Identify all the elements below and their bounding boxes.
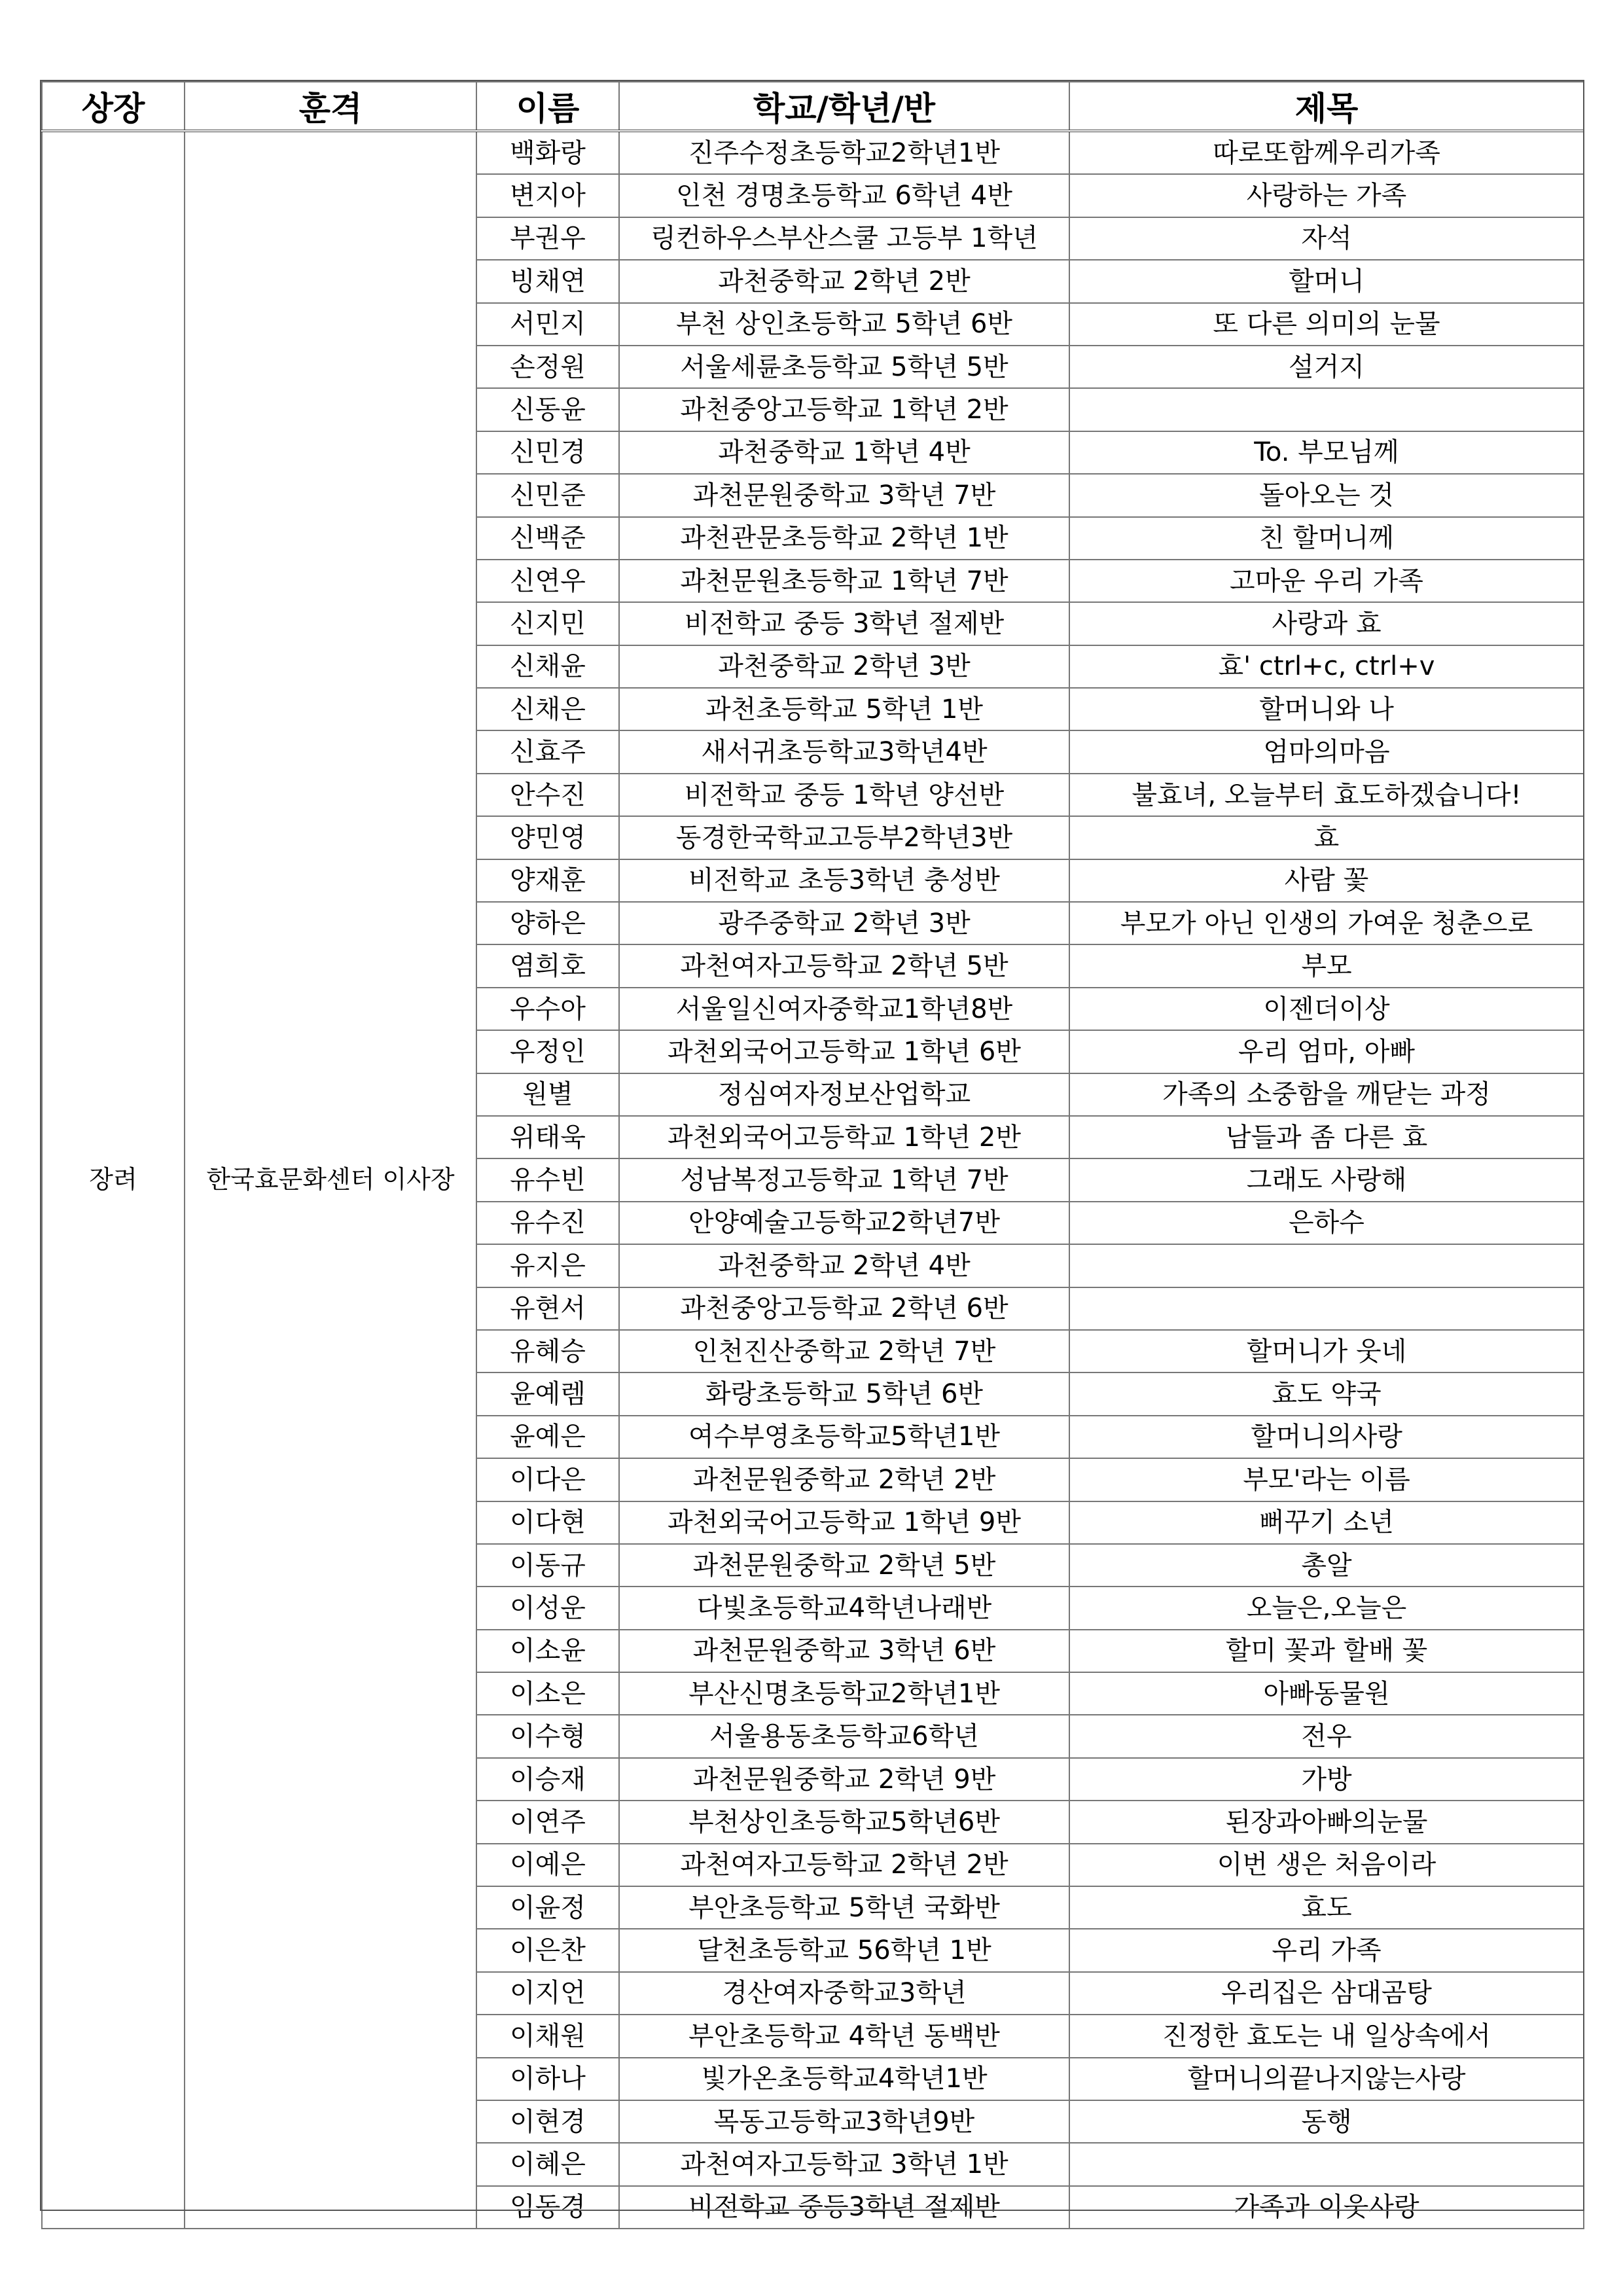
school-cell: 부안초등학교 4학년 동백반: [619, 2015, 1069, 2057]
title-cell: 효' ctrl+c, ctrl+v: [1069, 645, 1584, 688]
name-cell: 이혜은: [476, 2143, 619, 2185]
giver-cell: 한국효문화센터 이사장: [185, 131, 476, 2229]
school-cell: 성남복정고등학교 1학년 7반: [619, 1158, 1069, 1201]
school-cell: 과천문원중학교 2학년 5반: [619, 1544, 1069, 1587]
name-cell: 백화랑: [476, 131, 619, 174]
school-cell: 경산여자중학교3학년: [619, 1972, 1069, 2015]
title-cell: 사람 꽃: [1069, 859, 1584, 902]
school-cell: 빛가온초등학교4학년1반: [619, 2058, 1069, 2100]
title-cell: 이젠더이상: [1069, 988, 1584, 1030]
name-cell: 이은찬: [476, 1929, 619, 1971]
school-cell: 과천초등학교 5학년 1반: [619, 688, 1069, 730]
title-cell: 할머니의끝나지않는사랑: [1069, 2058, 1584, 2100]
name-cell: 이다은: [476, 1458, 619, 1501]
name-cell: 이다현: [476, 1501, 619, 1544]
name-cell: 염희호: [476, 944, 619, 987]
title-cell: 따로또함께우리가족: [1069, 131, 1584, 174]
header-award: 상장: [42, 82, 185, 131]
school-cell: 과천중학교 2학년 2반: [619, 260, 1069, 302]
school-cell: 진주수정초등학교2학년1반: [619, 131, 1069, 174]
school-cell: 여수부영초등학교5학년1반: [619, 1416, 1069, 1458]
school-cell: 동경한국학교고등부2학년3반: [619, 816, 1069, 859]
title-cell: 된장과아빠의눈물: [1069, 1801, 1584, 1843]
school-cell: 부안초등학교 5학년 국화반: [619, 1886, 1069, 1929]
school-cell: 과천관문초등학교 2학년 1반: [619, 517, 1069, 560]
school-cell: 과천중학교 2학년 4반: [619, 1244, 1069, 1287]
school-cell: 인천진산중학교 2학년 7반: [619, 1330, 1069, 1372]
title-cell: To. 부모님께: [1069, 431, 1584, 474]
school-cell: 비전학교 중등3학년 절제반: [619, 2186, 1069, 2229]
award-cell: 장려: [42, 131, 185, 2229]
title-cell: 할머니의사랑: [1069, 1416, 1584, 1458]
name-cell: 이예은: [476, 1844, 619, 1886]
name-cell: 손정원: [476, 346, 619, 388]
title-cell: [1069, 1287, 1584, 1330]
school-cell: 부천상인초등학교5학년6반: [619, 1801, 1069, 1843]
title-cell: 할머니가 웃네: [1069, 1330, 1584, 1372]
school-cell: 과천여자고등학교 2학년 5반: [619, 944, 1069, 987]
title-cell: 뻐꾸기 소년: [1069, 1501, 1584, 1544]
school-cell: 광주중학교 2학년 3반: [619, 902, 1069, 944]
name-cell: 부권우: [476, 217, 619, 260]
school-cell: 목동고등학교3학년9반: [619, 2100, 1069, 2143]
name-cell: 양재훈: [476, 859, 619, 902]
title-cell: 할미 꽃과 할배 꽃: [1069, 1630, 1584, 1672]
name-cell: 이소은: [476, 1672, 619, 1715]
header-school: 학교/학년/반: [619, 82, 1069, 131]
title-cell: 오늘은,오늘은: [1069, 1587, 1584, 1629]
school-cell: 과천문원중학교 2학년 2반: [619, 1458, 1069, 1501]
name-cell: 이윤정: [476, 1886, 619, 1929]
name-cell: 신연우: [476, 560, 619, 602]
title-cell: 자석: [1069, 217, 1584, 260]
award-table-body: [42, 131, 1584, 2229]
name-cell: 서민지: [476, 303, 619, 346]
title-cell: 또 다른 의미의 눈물: [1069, 303, 1584, 346]
title-cell: 아빠동물원: [1069, 1672, 1584, 1715]
school-cell: 과천중학교 2학년 3반: [619, 645, 1069, 688]
school-cell: 정심여자정보산업학교: [619, 1073, 1069, 1116]
school-cell: 과천외국어고등학교 1학년 2반: [619, 1116, 1069, 1158]
school-cell: 달천초등학교 56학년 1반: [619, 1929, 1069, 1971]
title-cell: 효도: [1069, 1886, 1584, 1929]
name-cell: 유수진: [476, 1202, 619, 1244]
school-cell: 비전학교 중등 3학년 절제반: [619, 602, 1069, 645]
school-cell: 과천문원중학교 2학년 9반: [619, 1758, 1069, 1801]
header-giver: 훈격: [185, 82, 476, 131]
title-cell: 돌아오는 것: [1069, 474, 1584, 516]
school-cell: 과천여자고등학교 2학년 2반: [619, 1844, 1069, 1886]
header-title: 제목: [1069, 82, 1584, 131]
school-cell: 부산신명초등학교2학년1반: [619, 1672, 1069, 1715]
title-cell: 설거지: [1069, 346, 1584, 388]
school-cell: 과천외국어고등학교 1학년 9반: [619, 1501, 1069, 1544]
name-cell: 원별: [476, 1073, 619, 1116]
title-cell: 이번 생은 처음이라: [1069, 1844, 1584, 1886]
title-cell: [1069, 2143, 1584, 2185]
school-cell: 과천여자고등학교 3학년 1반: [619, 2143, 1069, 2185]
school-cell: 부천 상인초등학교 5학년 6반: [619, 303, 1069, 346]
title-cell: 가족의 소중함을 깨닫는 과정: [1069, 1073, 1584, 1116]
name-cell: 유수빈: [476, 1158, 619, 1201]
title-cell: [1069, 388, 1584, 431]
name-cell: 이채원: [476, 2015, 619, 2057]
school-cell: 서울세륜초등학교 5학년 5반: [619, 346, 1069, 388]
title-cell: 총알: [1069, 1544, 1584, 1587]
name-cell: 이수형: [476, 1715, 619, 1757]
school-cell: 링컨하우스부산스쿨 고등부 1학년: [619, 217, 1069, 260]
name-cell: 우정인: [476, 1030, 619, 1073]
title-cell: 가방: [1069, 1758, 1584, 1801]
title-cell: 친 할머니께: [1069, 517, 1584, 560]
title-cell: 효도 약국: [1069, 1372, 1584, 1415]
name-cell: 이현경: [476, 2100, 619, 2143]
award-table: [41, 81, 1584, 2229]
title-cell: 은하수: [1069, 1202, 1584, 1244]
name-cell: 위태욱: [476, 1116, 619, 1158]
name-cell: 이지언: [476, 1972, 619, 2015]
title-cell: 남들과 좀 다른 효: [1069, 1116, 1584, 1158]
school-cell: 화랑초등학교 5학년 6반: [619, 1372, 1069, 1415]
name-cell: 신민준: [476, 474, 619, 516]
header-name: 이름: [476, 82, 619, 131]
school-cell: 과천중앙고등학교 1학년 2반: [619, 388, 1069, 431]
name-cell: 이동규: [476, 1544, 619, 1587]
title-cell: 할머니와 나: [1069, 688, 1584, 730]
title-cell: 부모: [1069, 944, 1584, 987]
title-cell: 엄마의마음: [1069, 730, 1584, 773]
title-cell: 우리 엄마, 아빠: [1069, 1030, 1584, 1073]
name-cell: 유현서: [476, 1287, 619, 1330]
name-cell: 이성운: [476, 1587, 619, 1629]
name-cell: 이소윤: [476, 1630, 619, 1672]
school-cell: 과천문원중학교 3학년 6반: [619, 1630, 1069, 1672]
name-cell: 빙채연: [476, 260, 619, 302]
school-cell: 비전학교 중등 1학년 양선반: [619, 774, 1069, 816]
title-cell: 할머니: [1069, 260, 1584, 302]
title-cell: 진정한 효도는 내 일상속에서: [1069, 2015, 1584, 2057]
name-cell: 양하은: [476, 902, 619, 944]
title-cell: 고마운 우리 가족: [1069, 560, 1584, 602]
title-cell: 사랑과 효: [1069, 602, 1584, 645]
school-cell: 과천중학교 1학년 4반: [619, 431, 1069, 474]
school-cell: 인천 경명초등학교 6학년 4반: [619, 174, 1069, 217]
title-cell: 불효녀, 오늘부터 효도하겠습니다!: [1069, 774, 1584, 816]
name-cell: 양민영: [476, 816, 619, 859]
name-cell: 윤예은: [476, 1416, 619, 1458]
school-cell: 안양예술고등학교2학년7반: [619, 1202, 1069, 1244]
title-cell: 효: [1069, 816, 1584, 859]
title-cell: 우리 가족: [1069, 1929, 1584, 1971]
title-cell: [1069, 1244, 1584, 1287]
name-cell: 이연주: [476, 1801, 619, 1843]
title-cell: 그래도 사랑해: [1069, 1158, 1584, 1201]
school-cell: 서울용동초등학교6학년: [619, 1715, 1069, 1757]
school-cell: 과천문원중학교 3학년 7반: [619, 474, 1069, 516]
title-cell: 부모가 아닌 인생의 가여운 청춘으로: [1069, 902, 1584, 944]
award-list-sheet: [41, 81, 1584, 2229]
name-cell: 신효주: [476, 730, 619, 773]
school-cell: 과천외국어고등학교 1학년 6반: [619, 1030, 1069, 1073]
name-cell: 윤예렘: [476, 1372, 619, 1415]
school-cell: 과천문원초등학교 1학년 7반: [619, 560, 1069, 602]
title-cell: 동행: [1069, 2100, 1584, 2143]
name-cell: 신동윤: [476, 388, 619, 431]
title-cell: 사랑하는 가족: [1069, 174, 1584, 217]
title-cell: 가족과 이웃사랑: [1069, 2186, 1584, 2229]
name-cell: 변지아: [476, 174, 619, 217]
title-cell: 부모'라는 이름: [1069, 1458, 1584, 1501]
table-row: [42, 131, 1584, 174]
school-cell: 다빛초등학교4학년나래반: [619, 1587, 1069, 1629]
name-cell: 우수아: [476, 988, 619, 1030]
name-cell: 유지은: [476, 1244, 619, 1287]
title-cell: 전우: [1069, 1715, 1584, 1757]
school-cell: 새서귀초등학교3학년4반: [619, 730, 1069, 773]
name-cell: 임동경: [476, 2186, 619, 2229]
school-cell: 서울일신여자중학교1학년8반: [619, 988, 1069, 1030]
school-cell: 과천중앙고등학교 2학년 6반: [619, 1287, 1069, 1330]
name-cell: 안수진: [476, 774, 619, 816]
header-row: [42, 82, 1584, 131]
name-cell: 신백준: [476, 517, 619, 560]
school-cell: 비전학교 초등3학년 충성반: [619, 859, 1069, 902]
title-cell: 우리집은 삼대곰탕: [1069, 1972, 1584, 2015]
name-cell: 신지민: [476, 602, 619, 645]
name-cell: 신민경: [476, 431, 619, 474]
name-cell: 신채은: [476, 688, 619, 730]
name-cell: 이하나: [476, 2058, 619, 2100]
name-cell: 유혜승: [476, 1330, 619, 1372]
name-cell: 이승재: [476, 1758, 619, 1801]
name-cell: 신채윤: [476, 645, 619, 688]
